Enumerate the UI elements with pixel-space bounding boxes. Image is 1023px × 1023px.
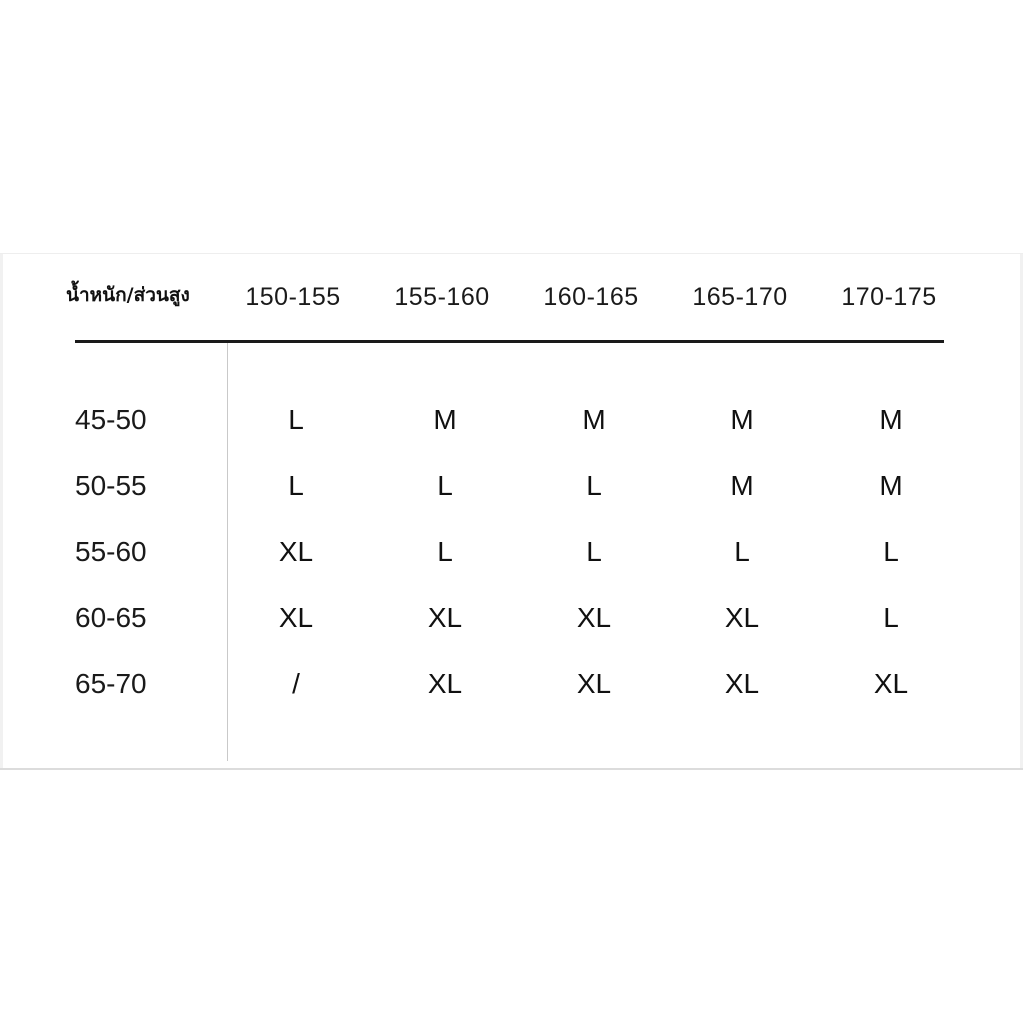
size-cell: L <box>883 602 899 633</box>
height-range-header: 150-155 <box>245 283 341 311</box>
size-cell: L <box>883 536 899 567</box>
panel-left-edge <box>0 254 3 768</box>
size-cell: L <box>734 536 750 567</box>
panel-bottom-edge <box>0 768 1023 770</box>
size-cell: XL <box>724 602 760 633</box>
weight-range-label: 50-55 <box>75 470 147 501</box>
size-cell: / <box>292 668 300 699</box>
size-cell: XL <box>427 668 463 699</box>
column-divider <box>227 343 228 761</box>
panel-top-edge <box>0 253 1023 254</box>
size-cell: XL <box>724 668 760 699</box>
weight-range-label: 55-60 <box>75 536 147 567</box>
weight-range-label: 45-50 <box>75 404 147 435</box>
size-cell: L <box>437 470 453 501</box>
size-cell: M <box>879 470 903 501</box>
size-cell: L <box>437 536 453 567</box>
height-range-header: 160-165 <box>543 283 639 311</box>
size-cell: M <box>433 404 457 435</box>
weight-range-label: 60-65 <box>75 602 147 633</box>
size-cell: L <box>586 470 602 501</box>
weight-range-label: 65-70 <box>75 668 147 699</box>
size-cell: XL <box>576 668 612 699</box>
size-cell: L <box>288 470 304 501</box>
size-cell: M <box>879 404 903 435</box>
height-range-header: 170-175 <box>841 283 937 311</box>
size-cell: XL <box>278 536 314 567</box>
corner-header: น้ำหนัก/ส่วนสูง <box>66 284 190 306</box>
height-range-header: 155-160 <box>394 283 490 311</box>
size-cell: L <box>288 404 304 435</box>
header-rule <box>75 340 944 343</box>
size-cell: XL <box>278 602 314 633</box>
size-cell: XL <box>576 602 612 633</box>
size-cell: XL <box>873 668 909 699</box>
size-cell: M <box>730 470 754 501</box>
size-cell: L <box>586 536 602 567</box>
size-cell: XL <box>427 602 463 633</box>
height-range-header: 165-170 <box>692 283 788 311</box>
size-cell: M <box>730 404 754 435</box>
size-cell: M <box>582 404 606 435</box>
